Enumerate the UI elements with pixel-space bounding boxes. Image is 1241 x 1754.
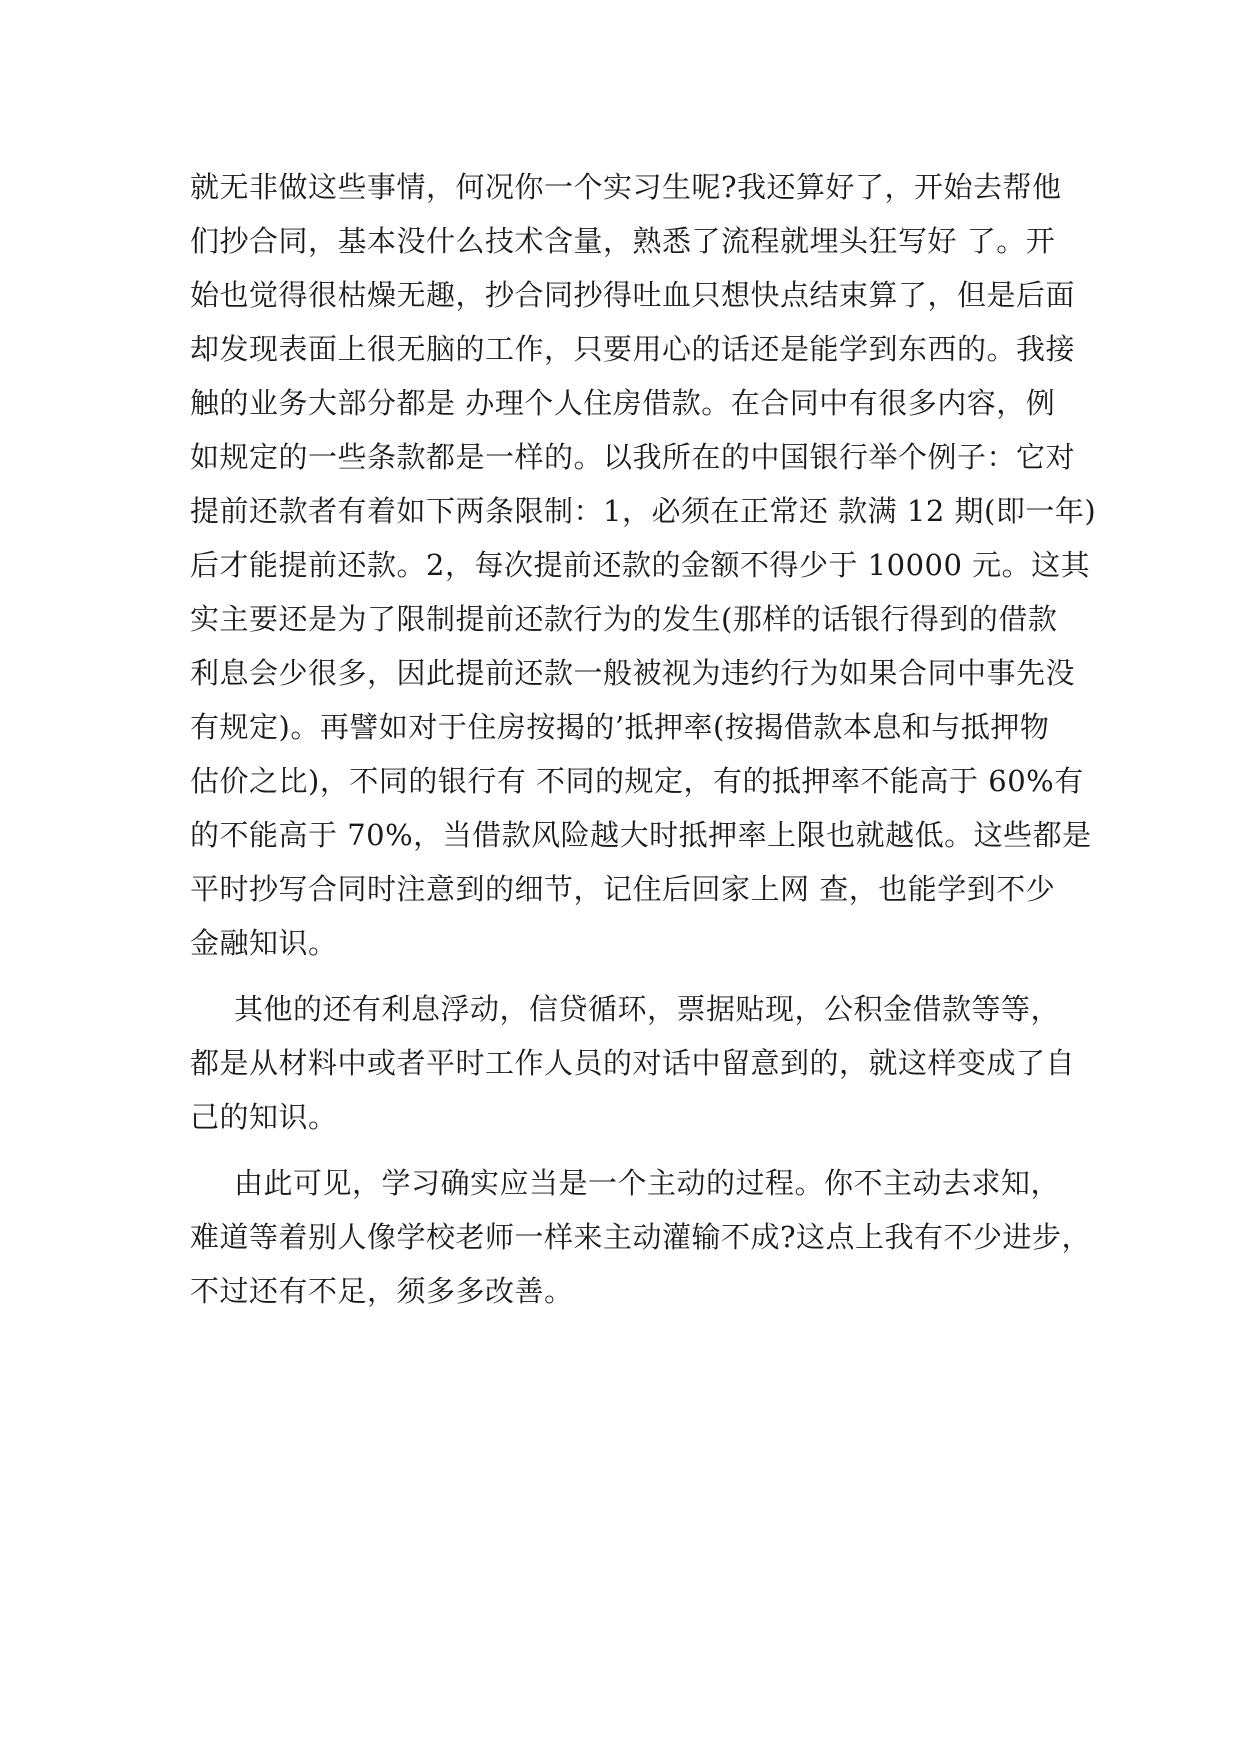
paragraph (190, 982, 1076, 1144)
text-line: 金融知识。 (190, 926, 338, 960)
text-line: 难道等着别人像学校老师一样来主动灌输不成?这点上我有不少进步， (190, 1220, 1092, 1254)
text-line: 始也觉得很枯燥无趣，抄合同抄得吐血只想快点结束算了，但是后面 (190, 278, 1076, 312)
text-line: 己的知识。 (190, 1100, 338, 1134)
text-line: 都是从材料中或者平时工作人员的对话中留意到的，就这样变成了自 (190, 1046, 1076, 1080)
text-line: 后才能提前还款。2，每次提前还款的金额不得少于 10000 元。这其 (190, 548, 1091, 582)
text-line: 其他的还有利息浮动，信贷循环，票据贴现，公积金借款等等， (234, 992, 1061, 1026)
text-line: 有规定)。再譬如对于住房按揭的’抵押率(按揭借款本息和与抵押物 (190, 710, 1050, 744)
text-line: 提前还款者有着如下两条限制：1，必须在正常还 款满 12 期(即一年) (190, 494, 1097, 528)
text-line: 的不能高于 70%，当借款风险越大时抵押率上限也就越低。这些都是 (190, 818, 1092, 852)
text-line: 利息会少很多，因此提前还款一般被视为违约行为如果合同中事先没 (190, 656, 1076, 690)
text-line: 却发现表面上很无脑的工作，只要用心的话还是能学到东西的。我接 (190, 332, 1076, 366)
text-line: 触的业务大部分都是 办理个人住房借款。在合同中有很多内容，例 (190, 386, 1056, 420)
text-line: 们抄合同，基本没什么技术含量，熟悉了流程就埋头狂写好 了。开 (190, 224, 1056, 258)
text-line: 就无非做这些事情，何况你一个实习生呢?我还算好了，开始去帮他 (190, 170, 1062, 204)
text-line: 平时抄写合同时注意到的细节，记住后回家上网 查，也能学到不少 (190, 872, 1056, 906)
text-line: 由此可见，学习确实应当是一个主动的过程。你不主动去求知， (234, 1166, 1061, 1200)
text-line: 实主要还是为了限制提前还款行为的发生(那样的话银行得到的借款 (190, 602, 1058, 636)
text-line: 如规定的一些条款都是一样的。以我所在的中国银行举个例子：它对 (190, 440, 1076, 474)
paragraph (190, 1156, 1092, 1318)
text-line: 估价之比)，不同的银行有 不同的规定，有的抵押率不能高于 60%有 (190, 764, 1084, 798)
paragraph (190, 160, 1097, 970)
text-line: 不过还有不足，须多多改善。 (190, 1274, 574, 1308)
body-text (190, 160, 1097, 1318)
